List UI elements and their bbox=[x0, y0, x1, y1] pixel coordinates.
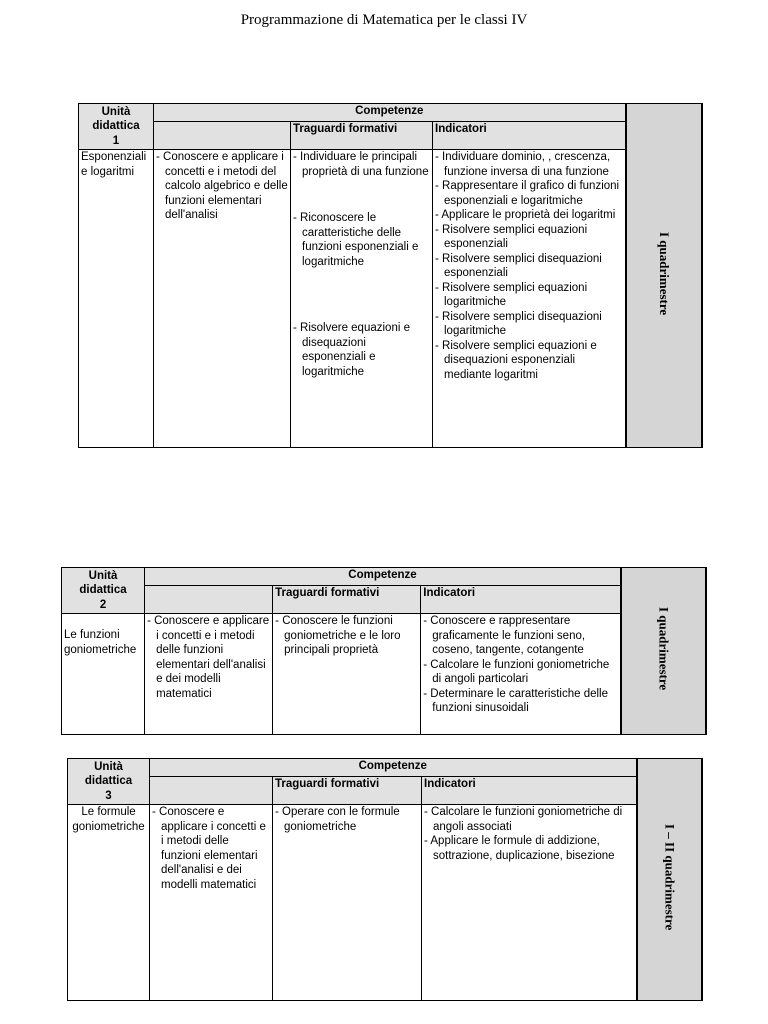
list-item: - Conoscere e applicare i concetti e i metodi del calcolo algebrico e delle funzioni elementari dell'analisi bbox=[156, 150, 288, 223]
list-item: - Rappresentare il grafico di funzioni esponenziali e logaritmiche bbox=[435, 179, 623, 208]
list-item: - Conoscere e applicare i concetti e i metodi delle funzioni elementari dell'analisi e dei modelli matematici bbox=[147, 614, 270, 701]
list-item: - Individuare le principali proprietà di una funzione bbox=[293, 150, 430, 179]
traguardi-header: Traguardi formativi bbox=[273, 777, 422, 805]
competenze-subheader bbox=[154, 122, 291, 150]
indicatori-header: Indicatori bbox=[433, 122, 626, 150]
competenze-cell bbox=[150, 805, 273, 1001]
list-item: - Risolvere equazioni e disequazioni esponenziali e logaritmiche bbox=[293, 321, 430, 379]
list-item: - Conoscere e rappresentare graficamente le funzioni seno, coseno, tangente, cotangente bbox=[423, 614, 618, 658]
unit-table-2 bbox=[61, 567, 707, 735]
unit-topic: Le formule goniometriche bbox=[68, 805, 150, 1001]
period-label: I quadrimestre bbox=[621, 568, 706, 735]
list-item: - Risolvere semplici equazioni e disequazioni esponenziali mediante logaritmi bbox=[435, 339, 623, 383]
competenze-subheader bbox=[150, 777, 273, 805]
competenze-subheader bbox=[145, 586, 273, 614]
traguardi-cell bbox=[273, 805, 422, 1001]
competenze-cell bbox=[154, 150, 291, 448]
list-item: - Conoscere e applicare i concetti e i metodi delle funzioni elementari dell'analisi e dei modelli matematici bbox=[152, 805, 270, 892]
indicatori-cell bbox=[421, 614, 621, 735]
list-item: - Calcolare le funzioni goniometriche di angoli associati bbox=[424, 805, 634, 834]
document-title: Programmazione di Matematica per le classi IV bbox=[240, 12, 528, 28]
traguardi-header: Traguardi formativi bbox=[291, 122, 433, 150]
competenze-header: Competenze bbox=[150, 759, 637, 777]
competenze-header: Competenze bbox=[154, 104, 626, 122]
list-item: - Conoscere le funzioni goniometriche e le loro principali proprietà bbox=[275, 614, 418, 658]
list-item: - Operare con le formule goniometriche bbox=[275, 805, 419, 834]
list-item: - Riconoscere le caratteristiche delle funzioni esponenziali e logaritmiche bbox=[293, 211, 430, 269]
unit-header: Unità didattica 2 bbox=[62, 568, 145, 614]
list-item: - Risolvere semplici equazioni esponenziali bbox=[435, 223, 623, 252]
list-item: - Risolvere semplici disequazioni esponenziali bbox=[435, 252, 623, 281]
indicatori-cell bbox=[433, 150, 626, 448]
list-item: - Individuare dominio, , crescenza, funzione inversa di una funzione bbox=[435, 150, 623, 179]
unit-header: Unità didattica 3 bbox=[68, 759, 150, 805]
indicatori-header: Indicatori bbox=[421, 586, 621, 614]
unit-topic: Le funzioni goniometriche bbox=[62, 614, 145, 735]
competenze-header: Competenze bbox=[145, 568, 621, 586]
unit-table-3 bbox=[67, 758, 703, 1001]
competenze-cell bbox=[145, 614, 273, 735]
list-item: - Risolvere semplici disequazioni logaritmiche bbox=[435, 310, 623, 339]
list-item: - Applicare le formule di addizione, sottrazione, duplicazione, bisezione bbox=[424, 834, 634, 863]
traguardi-cell bbox=[291, 150, 433, 448]
traguardi-cell bbox=[273, 614, 421, 735]
list-item: - Determinare le caratteristiche delle funzioni sinusoidali bbox=[423, 687, 618, 716]
unit-header: Unità didattica 1 bbox=[79, 104, 154, 150]
unit-topic: Esponenziali e logaritmi bbox=[79, 150, 154, 448]
indicatori-header: Indicatori bbox=[422, 777, 637, 805]
list-item: - Risolvere semplici equazioni logaritmiche bbox=[435, 281, 623, 310]
period-label: I quadrimestre bbox=[626, 104, 702, 448]
traguardi-header: Traguardi formativi bbox=[273, 586, 421, 614]
indicatori-cell bbox=[422, 805, 637, 1001]
unit-table-1 bbox=[78, 103, 703, 448]
period-label: I – II quadrimestre bbox=[637, 759, 702, 1001]
list-item: - Applicare le proprietà dei logaritmi bbox=[435, 208, 623, 223]
list-item: - Calcolare le funzioni goniometriche di angoli particolari bbox=[423, 658, 618, 687]
